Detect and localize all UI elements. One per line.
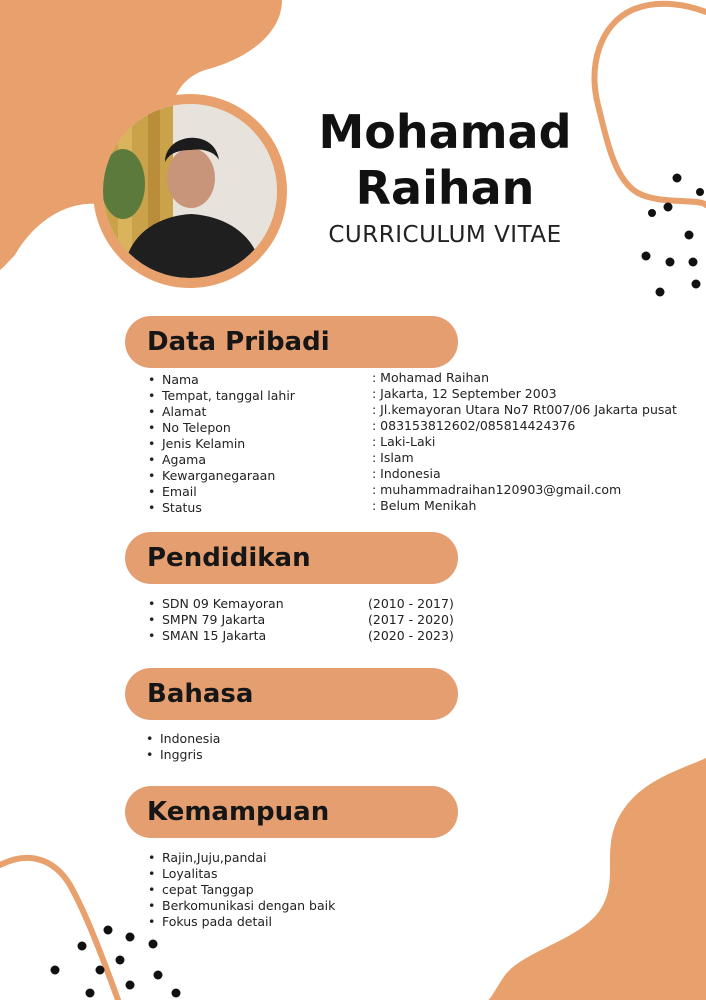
languages-list xyxy=(146,731,220,763)
section-header-personal xyxy=(125,316,458,368)
language-item: • Inggris xyxy=(146,747,220,763)
section-header-education xyxy=(125,532,458,584)
education-schools-list xyxy=(148,596,284,644)
language-item: • Indonesia xyxy=(146,731,220,747)
section-title-languages: Bahasa xyxy=(147,679,254,709)
personal-labels-list xyxy=(148,372,295,516)
field-value: : Mohamad Raihan xyxy=(372,370,489,385)
field-value: : Indonesia xyxy=(372,466,441,481)
section-title-skills: Kemampuan xyxy=(147,797,330,827)
field-value: : Jl.kemayoran Utara No7 Rt007/06 Jakarta pusat xyxy=(372,402,677,417)
education-years: (2017 - 2020) xyxy=(368,612,454,627)
personal-values-list xyxy=(372,370,677,514)
section-title-personal: Data Pribadi xyxy=(147,327,330,357)
field-label: • No Telepon xyxy=(148,420,295,436)
skill-item: • Rajin,Juju,pandai xyxy=(148,850,335,866)
profile-photo xyxy=(103,104,277,278)
section-header-skills xyxy=(125,786,458,838)
skill-item: • Berkomunikasi dengan baik xyxy=(148,898,335,914)
education-years: (2010 - 2017) xyxy=(368,596,454,611)
field-label: • Nama xyxy=(148,372,295,388)
education-school: • SMPN 79 Jakarta xyxy=(148,612,284,628)
name-line-1: Mohamad xyxy=(318,105,572,159)
education-years-list xyxy=(368,596,454,644)
bottom-left-curve xyxy=(0,858,118,1000)
field-label: • Tempat, tanggal lahir xyxy=(148,388,295,404)
section-header-languages xyxy=(125,668,458,720)
field-label: • Alamat xyxy=(148,404,295,420)
field-label: • Jenis Kelamin xyxy=(148,436,295,452)
field-label: • Agama xyxy=(148,452,295,468)
person-name xyxy=(300,104,590,216)
field-value: : muhammadraihan120903@gmail.com xyxy=(372,482,622,497)
education-years: (2020 - 2023) xyxy=(368,628,454,643)
field-label: • Kewarganegaraan xyxy=(148,468,295,484)
education-school: • SDN 09 Kemayoran xyxy=(148,596,284,612)
field-value: : Islam xyxy=(372,450,414,465)
section-title-education: Pendidikan xyxy=(147,543,311,573)
bottom-right-blob xyxy=(488,758,706,1000)
field-value: : Belum Menikah xyxy=(372,498,477,513)
skills-list xyxy=(148,850,335,930)
field-value: : 083153812602/085814424376 xyxy=(372,418,576,433)
top-right-dots xyxy=(642,174,705,297)
skill-item: • cepat Tanggap xyxy=(148,882,335,898)
name-line-2: Raihan xyxy=(355,161,535,215)
skill-item: • Loyalitas xyxy=(148,866,335,882)
top-right-curve xyxy=(595,4,706,205)
field-label: • Status xyxy=(148,500,295,516)
document-subtitle: CURRICULUM VITAE xyxy=(328,222,562,248)
field-value: : Laki-Laki xyxy=(372,434,436,449)
skill-item: • Fokus pada detail xyxy=(148,914,335,930)
field-label: • Email xyxy=(148,484,295,500)
field-value: : Jakarta, 12 September 2003 xyxy=(372,386,557,401)
education-school: • SMAN 15 Jakarta xyxy=(148,628,284,644)
